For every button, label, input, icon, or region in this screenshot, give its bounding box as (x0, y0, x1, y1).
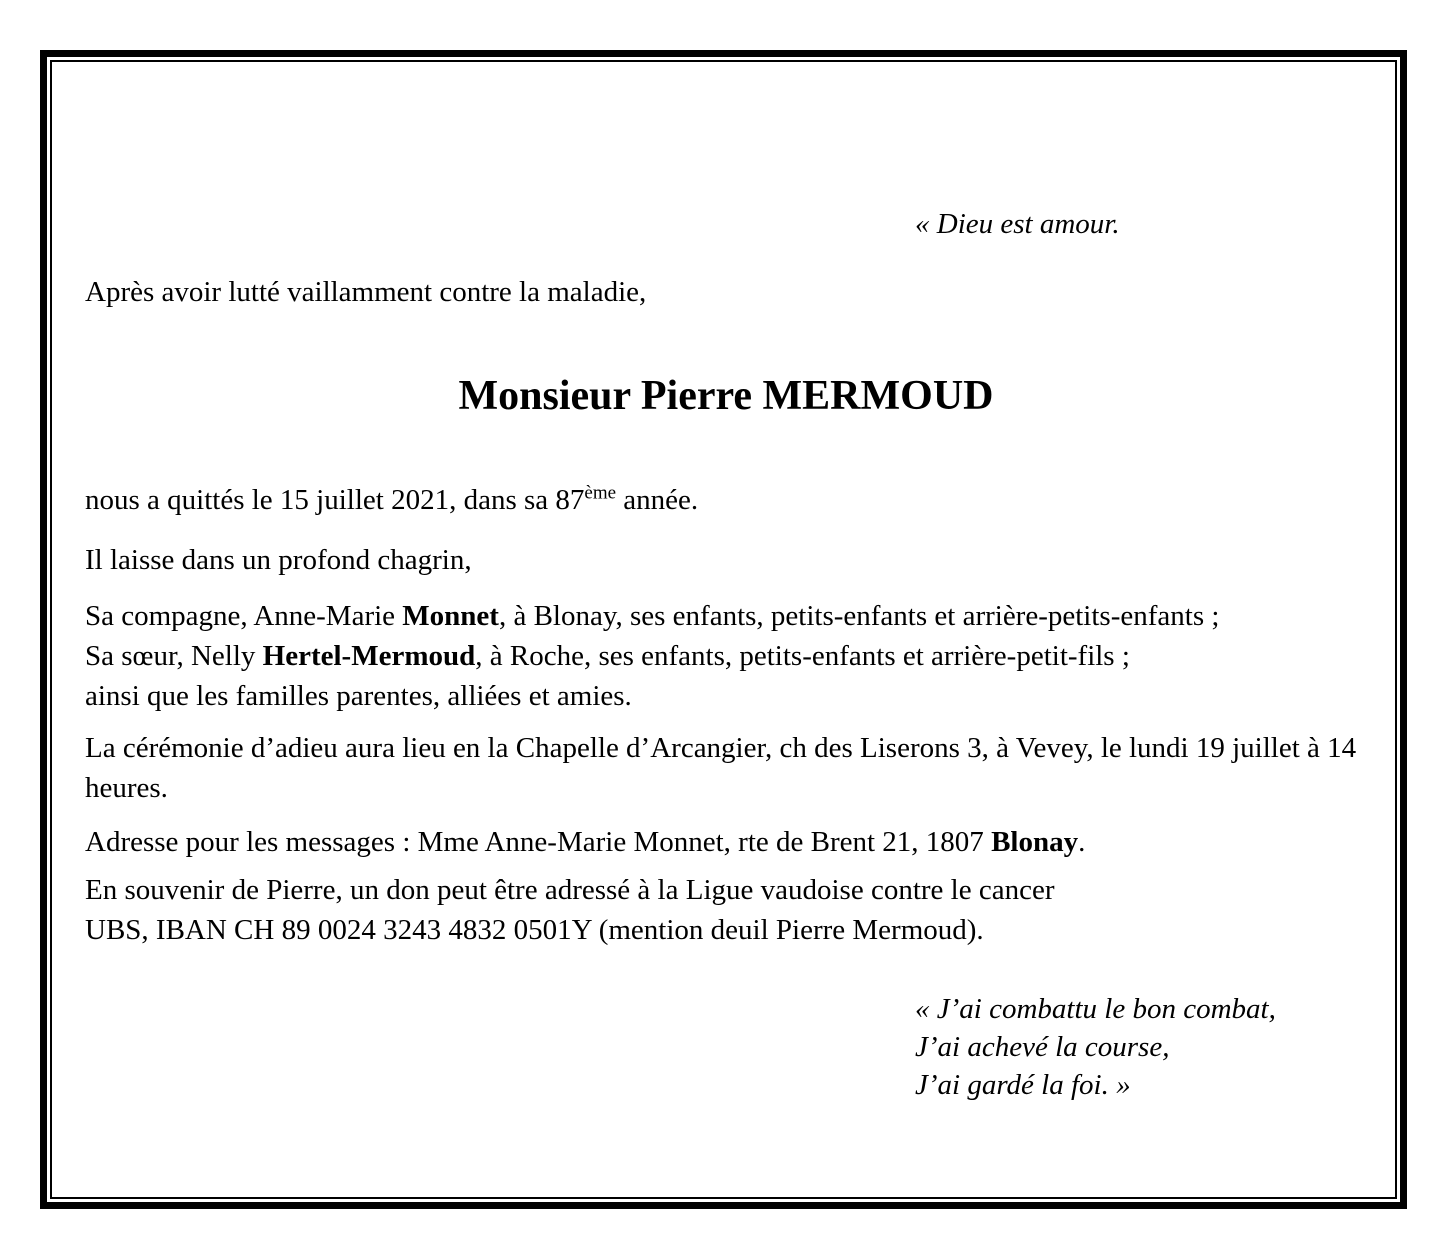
survivor-text: Sa compagne, Anne-Marie (85, 600, 403, 632)
ordinal-superscript: ème (584, 482, 617, 504)
ceremony-paragraph: La cérémonie d’adieu aura lieu en la Chapelle d’Arcangier, ch des Liserons 3, à Vevey, le lundi 19 juillet à 14 heures. (85, 732, 1357, 804)
intro-line: Après avoir lutté vaillamment contre la maladie, (85, 276, 647, 308)
ornamental-border-outer (40, 50, 1407, 1209)
survivor-text: , à Blonay, ses enfants, petits-enfants et arrière-petits-enfants ; (498, 600, 1220, 632)
survivor-family-name: Monnet (402, 600, 499, 632)
survivor-line (85, 636, 1367, 676)
donation-paragraph (85, 870, 1367, 950)
ornamental-border-inner (50, 60, 1397, 1199)
closing-quote-line: J’ai achevé la course, (915, 1031, 1170, 1063)
closing-bible-quote (915, 990, 1367, 1104)
death-date-text-end: année. (616, 484, 699, 516)
message-address-line (85, 822, 1367, 862)
survivors-paragraph (85, 596, 1367, 716)
address-town-bold: Blonay (991, 826, 1079, 858)
death-date-text: nous a quittés le 15 juillet 2021, dans sa 87 (85, 484, 585, 516)
address-text: Adresse pour les messages : Mme Anne-Marie Monnet, rte de Brent 21, 1807 (85, 826, 992, 858)
closing-quote-line: J’ai gardé la foi. » (915, 1069, 1131, 1101)
donation-line: UBS, IBAN CH 89 0024 3243 4832 0501Y (mention deuil Pierre Mermoud). (85, 914, 984, 946)
survivor-line (85, 596, 1367, 636)
grief-intro-line: Il laisse dans un profond chagrin, (85, 544, 472, 576)
closing-quote-line: « J’ai combattu le bon combat, (915, 993, 1276, 1025)
obituary-content (52, 204, 1395, 1104)
address-text-end: . (1078, 826, 1086, 858)
survivor-text: Sa sœur, Nelly (85, 640, 263, 672)
deceased-name-title: Monsieur Pierre MERMOUD (458, 373, 994, 419)
survivor-text: , à Roche, ses enfants, petits-enfants et arrière-petit-fils ; (475, 640, 1130, 672)
death-date-line (85, 480, 1367, 520)
survivor-text: ainsi que les familles parentes, alliées et amies. (85, 680, 632, 712)
donation-line: En souvenir de Pierre, un don peut être adressé à la Ligue vaudoise contre le cancer (85, 874, 1055, 906)
epigraph-quote: « Dieu est amour. (915, 208, 1120, 240)
survivor-line (85, 676, 1367, 716)
survivor-family-name: Hertel-Mermoud (262, 640, 476, 672)
